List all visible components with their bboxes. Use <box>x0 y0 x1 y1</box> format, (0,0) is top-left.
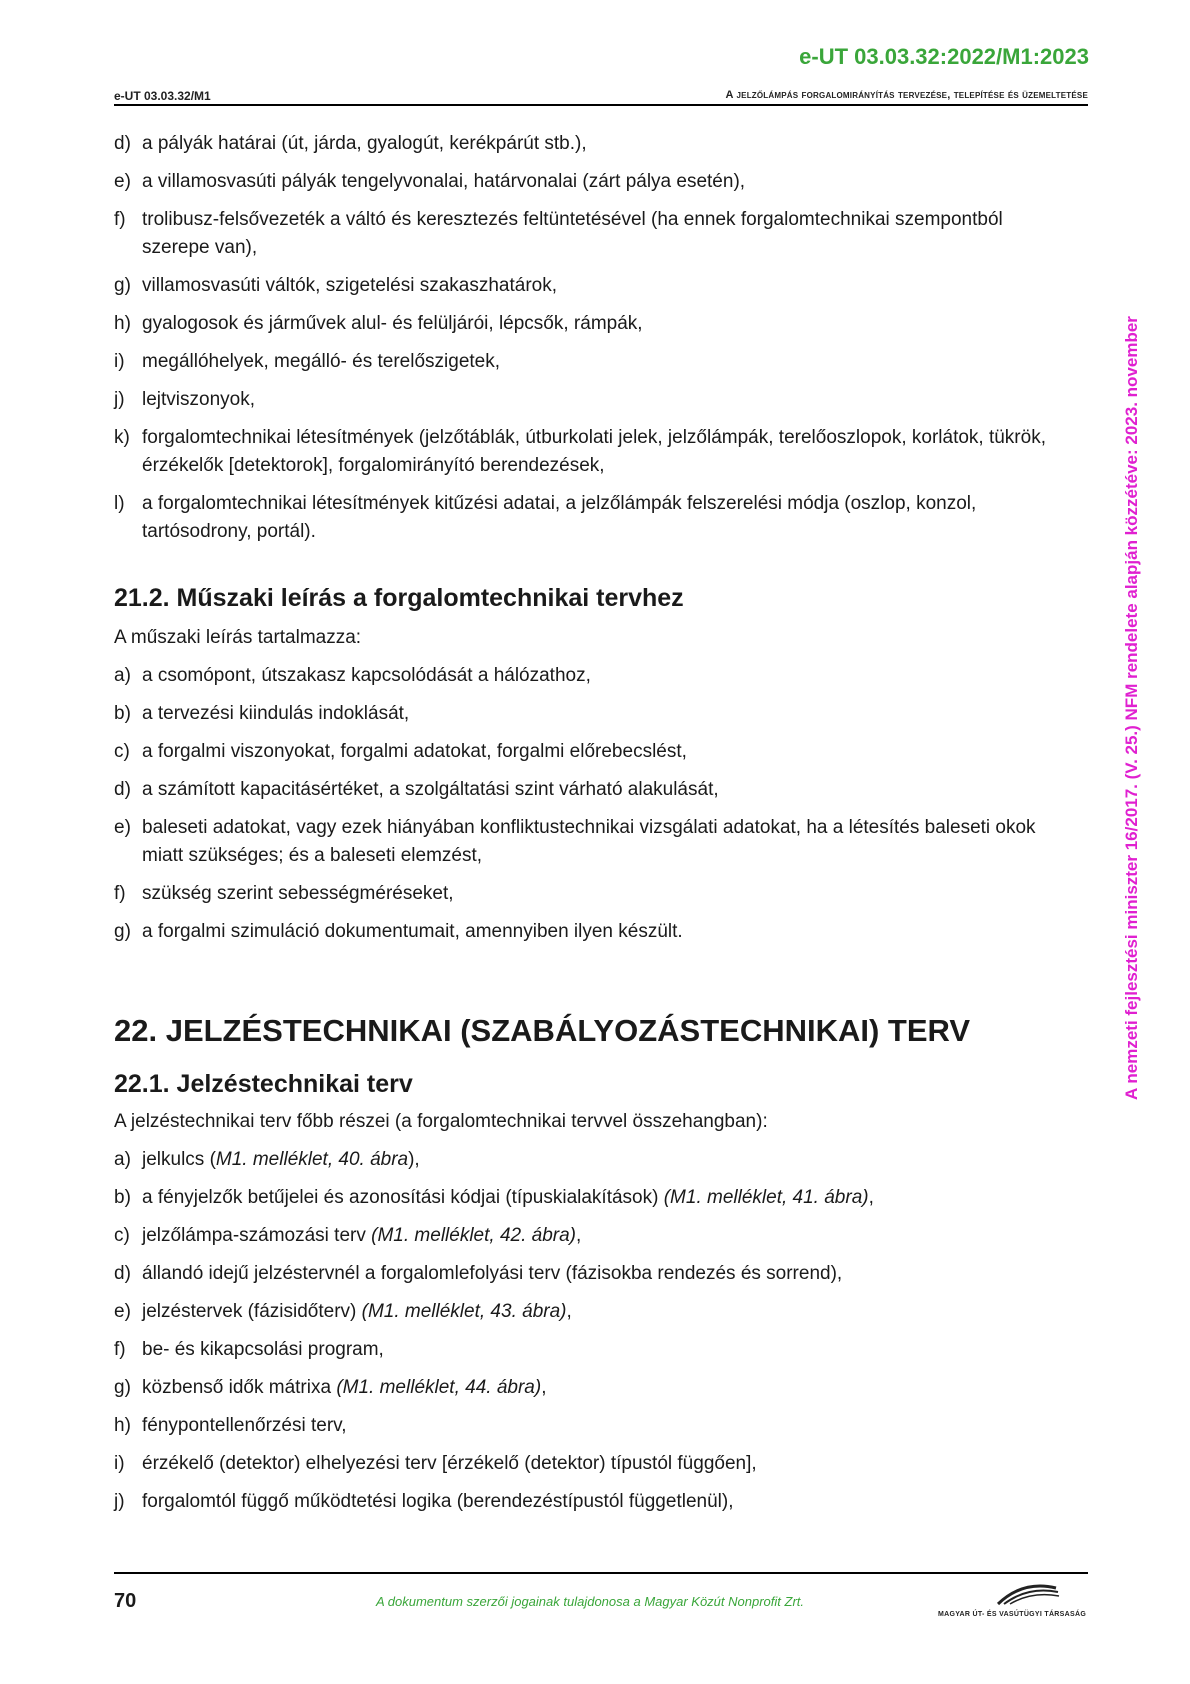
page-content <box>114 130 1074 1526</box>
list-item: k) forgalomtechnikai létesítmények (jelzőtáblák, útburkolati jelek, jelzőlámpák, terelőoszlopok, korlátok, tükrök, érzékelők [detektorok], forgalomirányító berendezések, <box>114 427 1046 476</box>
section-heading-22-1: 22.1. Jelzéstechnikai terv <box>114 1070 413 1098</box>
list-22-1 <box>114 1146 1074 1516</box>
publication-stamp: A nemzeti fejlesztési miniszter 16/2017. (V. 25.) NFM rendelete alapján közzétéve: 2023. november <box>1122 316 1141 1100</box>
list-item: d) állandó idejű jelzéstervnél a forgalomlefolyási terv (fázisokba rendezés és sorrend), <box>114 1263 843 1284</box>
list-item: f) szükség szerint sebességméréseket, <box>114 883 454 904</box>
list-item: h) gyalogosok és járművek alul- és felüljárói, lépcsők, rámpák, <box>114 313 643 334</box>
list-item: d) a számított kapacitásértéket, a szolgáltatási szint várható alakulását, <box>114 779 719 800</box>
list-item: i) megállóhelyek, megálló- és terelőszigetek, <box>114 351 501 372</box>
list-item: a) jelkulcs (M1. melléklet, 40. ábra), <box>114 1149 420 1170</box>
list-item: g) villamosvasúti váltók, szigetelési szakaszhatárok, <box>114 275 558 296</box>
logo-swoosh-icon <box>938 1578 1090 1608</box>
figure-reference: M1. melléklet, 40. ábra <box>215 1149 409 1170</box>
header-doc-title: A jelzőlámpás forgalomirányítás tervezése, telepítése és üzemeltetése <box>725 89 1088 101</box>
list-item: f) trolibusz-felsővezeték a váltó és keresztezés feltüntetésével (ha ennek forgalomtechnikai szempontból szerepe van), <box>114 209 1003 258</box>
section-heading-21-2: 21.2. Műszaki leírás a forgalomtechnikai tervhez <box>114 584 684 612</box>
document-stamp: e-UT 03.03.32:2022/M1:2023 <box>799 44 1089 69</box>
list-item: h) fénypontellenőrzési terv, <box>114 1415 347 1436</box>
list-item: b) a tervezési kiindulás indoklását, <box>114 703 410 724</box>
footer-rule <box>114 1572 1088 1574</box>
list-item: e) baleseti adatokat, vagy ezek hiányában konfliktustechnikai vizsgálati adatokat, ha a létesítés baleseti okok miatt szükséges; és a baleseti elemzést, <box>114 817 1036 866</box>
figure-reference: (M1. melléklet, 41. ábra) <box>663 1187 869 1208</box>
logo-text: MAGYAR ÚT- ÉS VASÚTÜGYI TÁRSASÁG <box>938 1611 1087 1618</box>
figure-reference: (M1. melléklet, 44. ábra) <box>336 1377 542 1398</box>
chapter-heading-22: 22. JELZÉSTECHNIKAI (SZABÁLYOZÁSTECHNIKAI) TERV <box>114 1013 971 1048</box>
list-item: c) a forgalmi viszonyokat, forgalmi adatokat, forgalmi előrebecslést, <box>114 741 687 762</box>
figure-reference: (M1. melléklet, 43. ábra) <box>361 1301 567 1322</box>
list-item: j) lejtviszonyok, <box>114 389 255 410</box>
list-continued <box>114 130 1074 546</box>
figure-reference: (M1. melléklet, 42. ábra) <box>371 1225 576 1246</box>
header-doc-code: e-UT 03.03.32/M1 <box>114 89 211 103</box>
list-item: f) be- és kikapcsolási program, <box>114 1339 384 1360</box>
list-item: e) jelzéstervek (fázisidőterv) (M1. melléklet, 43. ábra), <box>114 1301 572 1322</box>
list-item: j) forgalomtól függő működtetési logika (berendezéstípustól függetlenül), <box>114 1491 734 1512</box>
list-item: e) a villamosvasúti pályák tengelyvonalai, határvonalai (zárt pálya esetén), <box>114 171 746 192</box>
list-item: b) a fényjelzők betűjelei és azonosítási kódjai (típuskialakítások) (M1. melléklet, 41. ábra), <box>114 1187 874 1208</box>
list-item: i) érzékelő (detektor) elhelyezési terv [érzékelő (detektor) típustól függően], <box>114 1453 757 1474</box>
list-item: g) a forgalmi szimuláció dokumentumait, amennyiben ilyen készült. <box>114 921 683 942</box>
list-item: a) a csomópont, útszakasz kapcsolódását a hálózathoz, <box>114 665 591 686</box>
list-21-2 <box>114 662 1074 946</box>
list-item: c) jelzőlámpa-számozási terv (M1. melléklet, 42. ábra), <box>114 1225 582 1246</box>
section-intro: A műszaki leírás tartalmazza: <box>114 627 362 648</box>
list-item: l) a forgalomtechnikai létesítmények kitűzési adatai, a jelzőlámpák felszerelési módja (oszlop, konzol, tartósodrony, portál). <box>114 493 977 542</box>
page-number: 70 <box>114 1590 137 1612</box>
list-item: g) közbenső idők mátrixa (M1. melléklet, 44. ábra), <box>114 1377 547 1398</box>
section-intro: A jelzéstechnikai terv főbb részei (a forgalomtechnikai tervvel összehangban): <box>114 1111 768 1132</box>
header-rule <box>114 104 1088 106</box>
list-item: d) a pályák határai (út, járda, gyalogút, kerékpárút stb.), <box>114 133 587 154</box>
copyright-notice: A dokumentum szerzői jogainak tulajdonosa a Magyar Közút Nonprofit Zrt. <box>375 1594 804 1609</box>
publisher-logo <box>938 1578 1090 1618</box>
